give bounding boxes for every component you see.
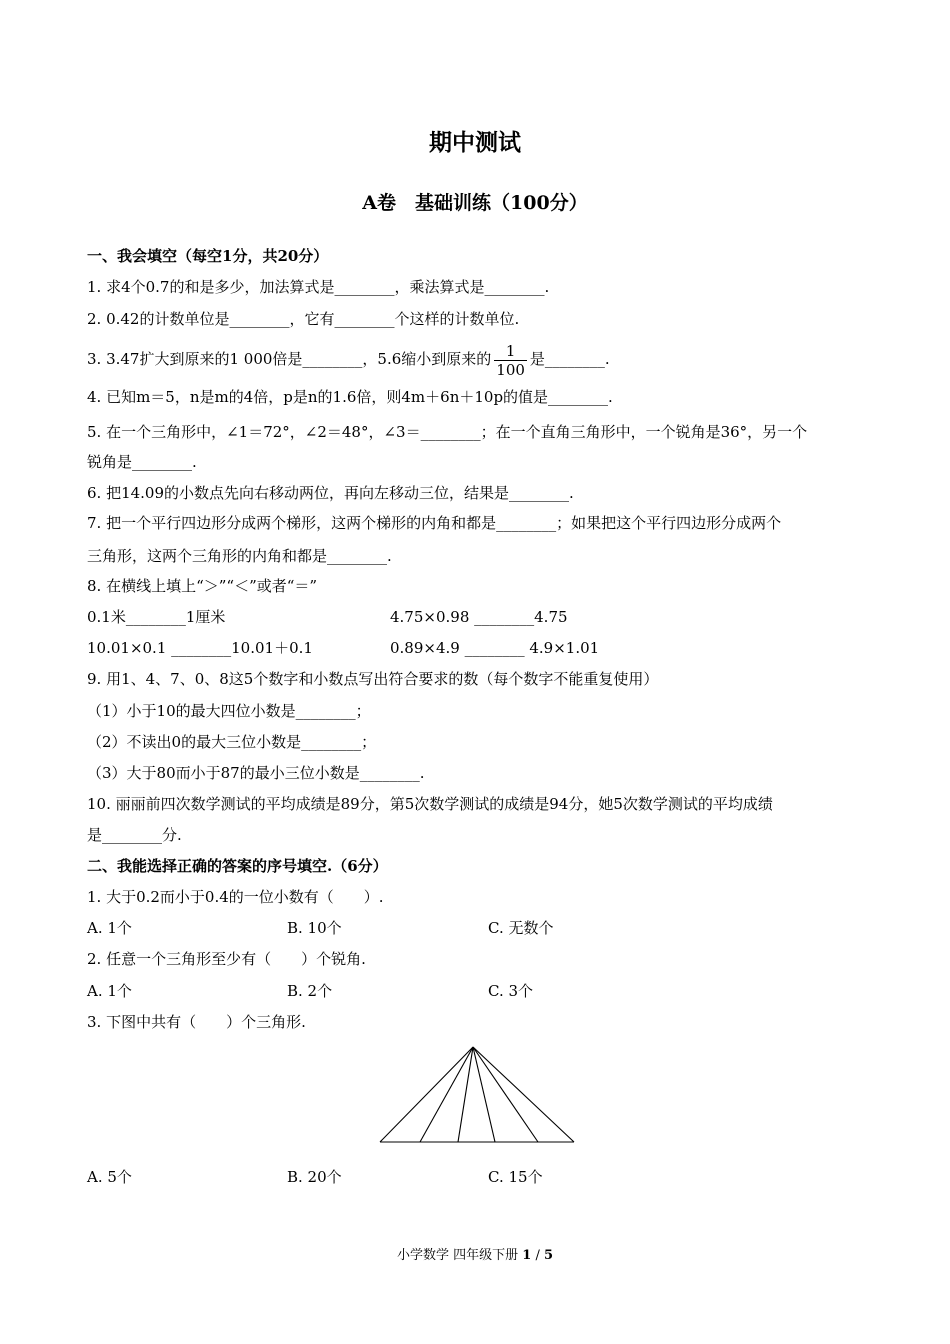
question-2-1-option-b: B. 10个 [287,919,342,937]
question-1-8: 8. 在横线上填上“＞”“＜”或者“＝” [87,577,318,595]
section1-heading: 一、我会填空（每空1分，共20分） [87,247,329,265]
question-1-8-b: 4.75×0.98 ________4.75 [390,608,568,626]
footer-page-number: 1 [522,1248,532,1263]
question-1-10-line2: 是________分. [87,826,182,844]
question-1-4: 4. 已知m＝5，n是m的4倍，p是n的1.6倍，则4m＋6n＋10p的值是________. [87,388,613,406]
question-1-5-line2: 锐角是________. [87,453,197,471]
figure-ray-1 [380,1047,473,1142]
question-1-3-prefix: 3. 3.47扩大到原来的1 000倍是________，5.6缩小到原来的 [87,350,492,368]
question-1-8-c: 10.01×0.1 ________10.01＋0.1 [87,639,313,657]
question-1-7-line1: 7. 把一个平行四边形分成两个梯形，这两个梯形的内角和都是________；如果把这个平行四边形分成两个 [87,514,782,532]
question-2-2-option-b: B. 2个 [287,982,333,1000]
question-1-9: 9. 用1、4、7、0、8这5个数字和小数点写出符合要求的数（每个数字不能重复使用） [87,670,659,688]
fraction-numerator: 1 [494,342,527,361]
triangle-figure [378,1044,578,1146]
question-2-3-option-b: B. 20个 [287,1168,342,1186]
figure-ray-5 [473,1047,538,1142]
question-2-2-option-c: C. 3个 [488,982,534,1000]
question-1-7-line2: 三角形，这两个三角形的内角和都是________. [87,547,392,565]
question-1-3 [87,340,610,379]
question-1-10-line1: 10. 丽丽前四次数学测试的平均成绩是89分，第5次数学测试的成绩是94分，她5次数学测试的平均成绩 [87,795,773,813]
figure-ray-4 [473,1047,495,1142]
question-1-5-line1: 5. 在一个三角形中，∠1＝72°，∠2＝48°，∠3＝________；在一个直角三角形中，一个锐角是36°，另一个 [87,423,808,441]
page-subtitle: A卷 基础训练（100分） [362,192,588,214]
question-1-8-a: 0.1米________1厘米 [87,608,226,626]
figure-ray-6 [473,1047,574,1142]
question-2-1-option-c: C. 无数个 [488,919,554,937]
question-1-9-1: （1）小于10的最大四位小数是________； [87,702,371,720]
question-1-1: 1. 求4个0.7的和是多少，加法算式是________，乘法算式是________. [87,278,550,296]
footer-page-total: 5 [543,1248,554,1263]
question-1-8-d: 0.89×4.9 ________ 4.9×1.01 [390,639,600,657]
page-footer [0,1246,950,1266]
question-2-2-option-a: A. 1个 [87,982,132,1000]
question-2-3-option-a: A. 5个 [87,1168,132,1186]
question-1-2: 2. 0.42的计数单位是________，它有________个这样的计数单位. [87,310,520,328]
page-title: 期中测试 [429,129,521,156]
footer-separator: / [531,1248,544,1263]
question-1-9-2: （2）不读出0的最大三位小数是________； [87,733,377,751]
question-1-6: 6. 把14.09的小数点先向右移动两位，再向左移动三位，结果是________. [87,484,574,502]
fraction-denominator: 100 [496,360,525,379]
question-2-1: 1. 大于0.2而小于0.4的一位小数有（ ）. [87,888,384,906]
section2-heading: 二、我能选择正确的答案的序号填空.（6分） [87,857,388,875]
question-2-3: 3. 下图中共有（ ）个三角形. [87,1013,306,1031]
fraction-1-100 [494,342,527,379]
question-1-3-suffix: 是________. [529,350,610,368]
footer-label: 小学数学 四年级下册 [396,1248,519,1263]
question-2-1-option-a: A. 1个 [87,919,132,937]
question-1-9-3: （3）大于80而小于87的最小三位小数是________. [87,764,425,782]
question-2-3-option-c: C. 15个 [488,1168,543,1186]
question-2-2: 2. 任意一个三角形至少有（ ）个锐角. [87,950,366,968]
